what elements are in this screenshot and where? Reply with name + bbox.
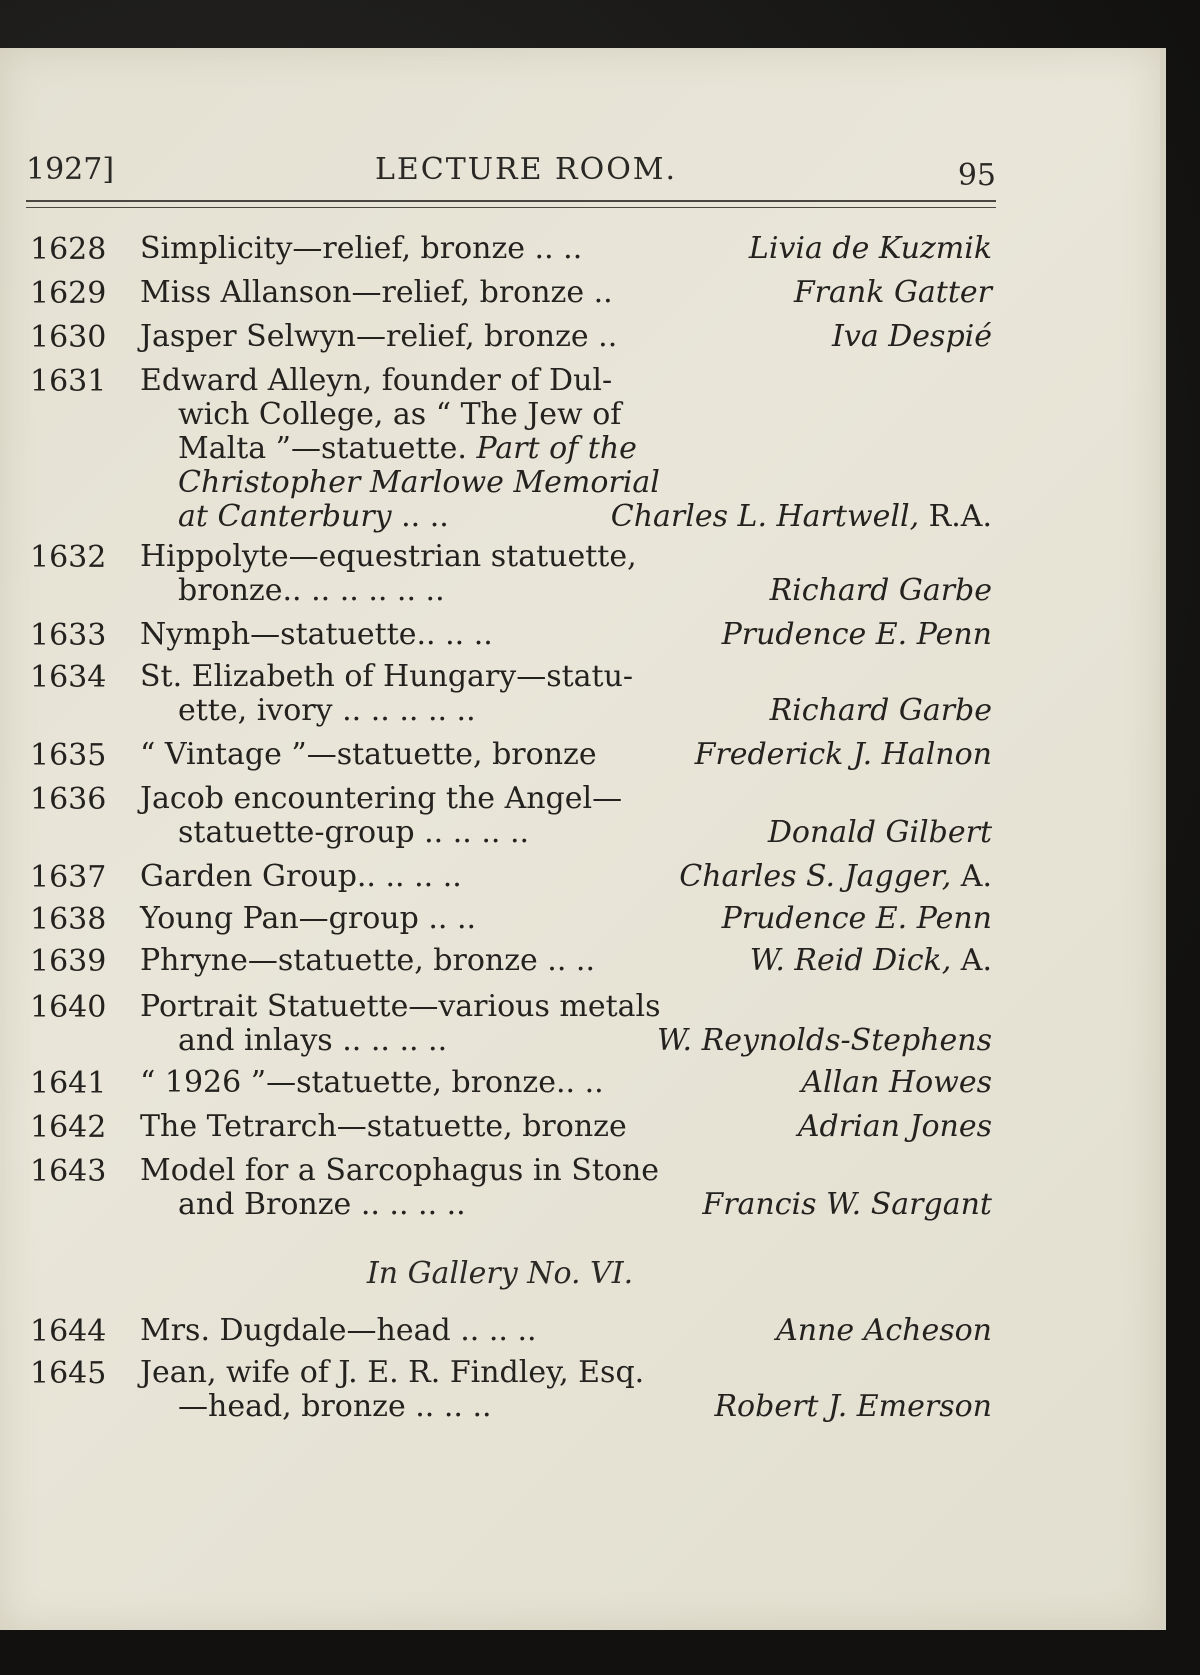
catalogue-entry: [0, 1110, 1160, 1154]
entry-number: 1636: [30, 782, 107, 817]
entry-title: Young Pan—group .. ..: [140, 901, 477, 936]
entry-note: Christopher Marlowe Memorial: [178, 465, 660, 500]
header-rule: [26, 200, 996, 202]
entry-artist: Prudence E. Penn: [721, 617, 992, 652]
catalogue-entry: [0, 540, 1160, 618]
header-year: 1927]: [26, 152, 115, 187]
entry-number: 1644: [30, 1314, 107, 1349]
catalogue-entry: [0, 902, 1160, 944]
header-rule-thin: [26, 207, 996, 208]
entry-artist: Livia de Kuzmik: [748, 231, 992, 266]
entry-title-cont: bronze.. .. .. .. .. ..: [178, 573, 445, 608]
entry-number: 1630: [30, 320, 107, 355]
entry-number: 1639: [30, 944, 107, 979]
catalogue-entry: [0, 276, 1160, 320]
entry-title: Portrait Statuette—various metals: [140, 989, 661, 1024]
catalogue-entry: [0, 618, 1160, 660]
catalogue-entry: [0, 738, 1160, 782]
entry-number: 1640: [30, 990, 107, 1025]
entry-artist: Francis W. Sargant: [702, 1187, 992, 1222]
entry-number: 1629: [30, 276, 107, 311]
catalogue-entry: [0, 944, 1160, 990]
entry-title: Hippolyte—equestrian statuette,: [140, 539, 637, 574]
entry-title-cont: and inlays .. .. .. ..: [178, 1023, 448, 1058]
artist-rank: A.: [960, 943, 992, 978]
catalogue-entry: [0, 782, 1160, 860]
entry-number: 1628: [30, 232, 107, 267]
entry-title: “ Vintage ”—statuette, bronze: [140, 737, 597, 772]
entry-title: Garden Group.. .. .. ..: [140, 859, 462, 894]
entry-number: 1634: [30, 660, 107, 695]
entry-number: 1631: [30, 364, 107, 399]
catalogue-entry: [0, 1314, 1160, 1356]
entry-title: Simplicity—relief, bronze .. ..: [140, 231, 583, 266]
entry-number: 1643: [30, 1154, 107, 1189]
entry-artist: Frederick J. Halnon: [694, 737, 992, 772]
entry-number: 1635: [30, 738, 107, 773]
entry-title: Jasper Selwyn—relief, bronze ..: [140, 319, 618, 354]
entry-title-cont: —head, bronze .. .. ..: [178, 1389, 492, 1424]
section-heading: In Gallery No. VI.: [366, 1256, 634, 1291]
entry-number: 1632: [30, 540, 107, 575]
entry-artist: W. Reynolds-Stephens: [656, 1023, 992, 1058]
catalogue-entry: [0, 232, 1160, 276]
entry-title: “ 1926 ”—statuette, bronze.. ..: [140, 1065, 604, 1100]
entry-artist: Prudence E. Penn: [721, 901, 992, 936]
entry-artist: Richard Garbe: [769, 693, 992, 728]
entry-artist: Charles L. Hartwell, R.A.: [610, 499, 992, 534]
entry-title-cont: Malta ”—statuette.: [178, 431, 467, 466]
entry-number: 1637: [30, 860, 107, 895]
entry-artist: Richard Garbe: [769, 573, 992, 608]
catalogue-entry: [0, 364, 1160, 540]
entry-title: The Tetrarch—statuette, bronze: [140, 1109, 627, 1144]
entry-note: at Canterbury: [178, 499, 392, 534]
artist-rank: A.: [960, 859, 992, 894]
entry-number: 1641: [30, 1066, 107, 1101]
catalogue-entry: [0, 660, 1160, 738]
entry-title: Miss Allanson—relief, bronze ..: [140, 275, 613, 310]
entry-artist: Iva Despié: [832, 319, 992, 354]
entry-number: 1638: [30, 902, 107, 937]
entry-title: Jacob encountering the Angel—: [140, 781, 623, 816]
entry-title: Phryne—statuette, bronze .. ..: [140, 943, 595, 978]
catalogue-entry: [0, 1356, 1160, 1434]
entry-title: Mrs. Dugdale—head .. .. ..: [140, 1313, 537, 1348]
entry-artist: Adrian Jones: [797, 1109, 992, 1144]
entry-title: St. Elizabeth of Hungary—statu-: [140, 659, 634, 694]
running-header: [26, 150, 996, 200]
entry-title: Edward Alleyn, founder of Dul-: [140, 363, 613, 398]
entry-list: [0, 232, 1160, 1434]
entry-artist: Donald Gilbert: [767, 815, 992, 850]
entry-title: Jean, wife of J. E. R. Findley, Esq.: [140, 1355, 645, 1390]
catalogue-entry: [0, 320, 1160, 364]
entry-note: Part of the: [476, 431, 637, 466]
entry-artist: Allan Howes: [801, 1065, 992, 1100]
entry-title: Nymph—statuette.. .. ..: [140, 617, 493, 652]
entry-artist: Charles S. Jagger, A.: [679, 859, 992, 894]
header-title: LECTURE ROOM.: [374, 152, 678, 187]
entry-title-cont: wich College, as “ The Jew of: [178, 397, 622, 432]
entry-artist: W. Reid Dick, A.: [749, 943, 992, 978]
catalogue-entry: [0, 1154, 1160, 1254]
catalogue-entry: [0, 860, 1160, 902]
catalogue-entry: [0, 990, 1160, 1066]
entry-number: 1645: [30, 1356, 107, 1391]
entry-artist: Frank Gatter: [793, 275, 992, 310]
entry-title-cont: and Bronze .. .. .. ..: [178, 1187, 466, 1222]
entry-artist: Anne Acheson: [776, 1313, 992, 1348]
entry-artist: Robert J. Emerson: [714, 1389, 992, 1424]
entry-number: 1633: [30, 618, 107, 653]
entry-title-cont: statuette-group .. .. .. ..: [178, 815, 530, 850]
entry-title: Model for a Sarcophagus in Stone: [140, 1153, 660, 1188]
catalogue-entry: [0, 1066, 1160, 1110]
entry-title-cont: ette, ivory .. .. .. .. ..: [178, 693, 476, 728]
leader-dots: .. ..: [391, 499, 449, 534]
entry-number: 1642: [30, 1110, 107, 1145]
artist-rank: R.A.: [928, 499, 992, 534]
page-number: 95: [957, 158, 996, 193]
